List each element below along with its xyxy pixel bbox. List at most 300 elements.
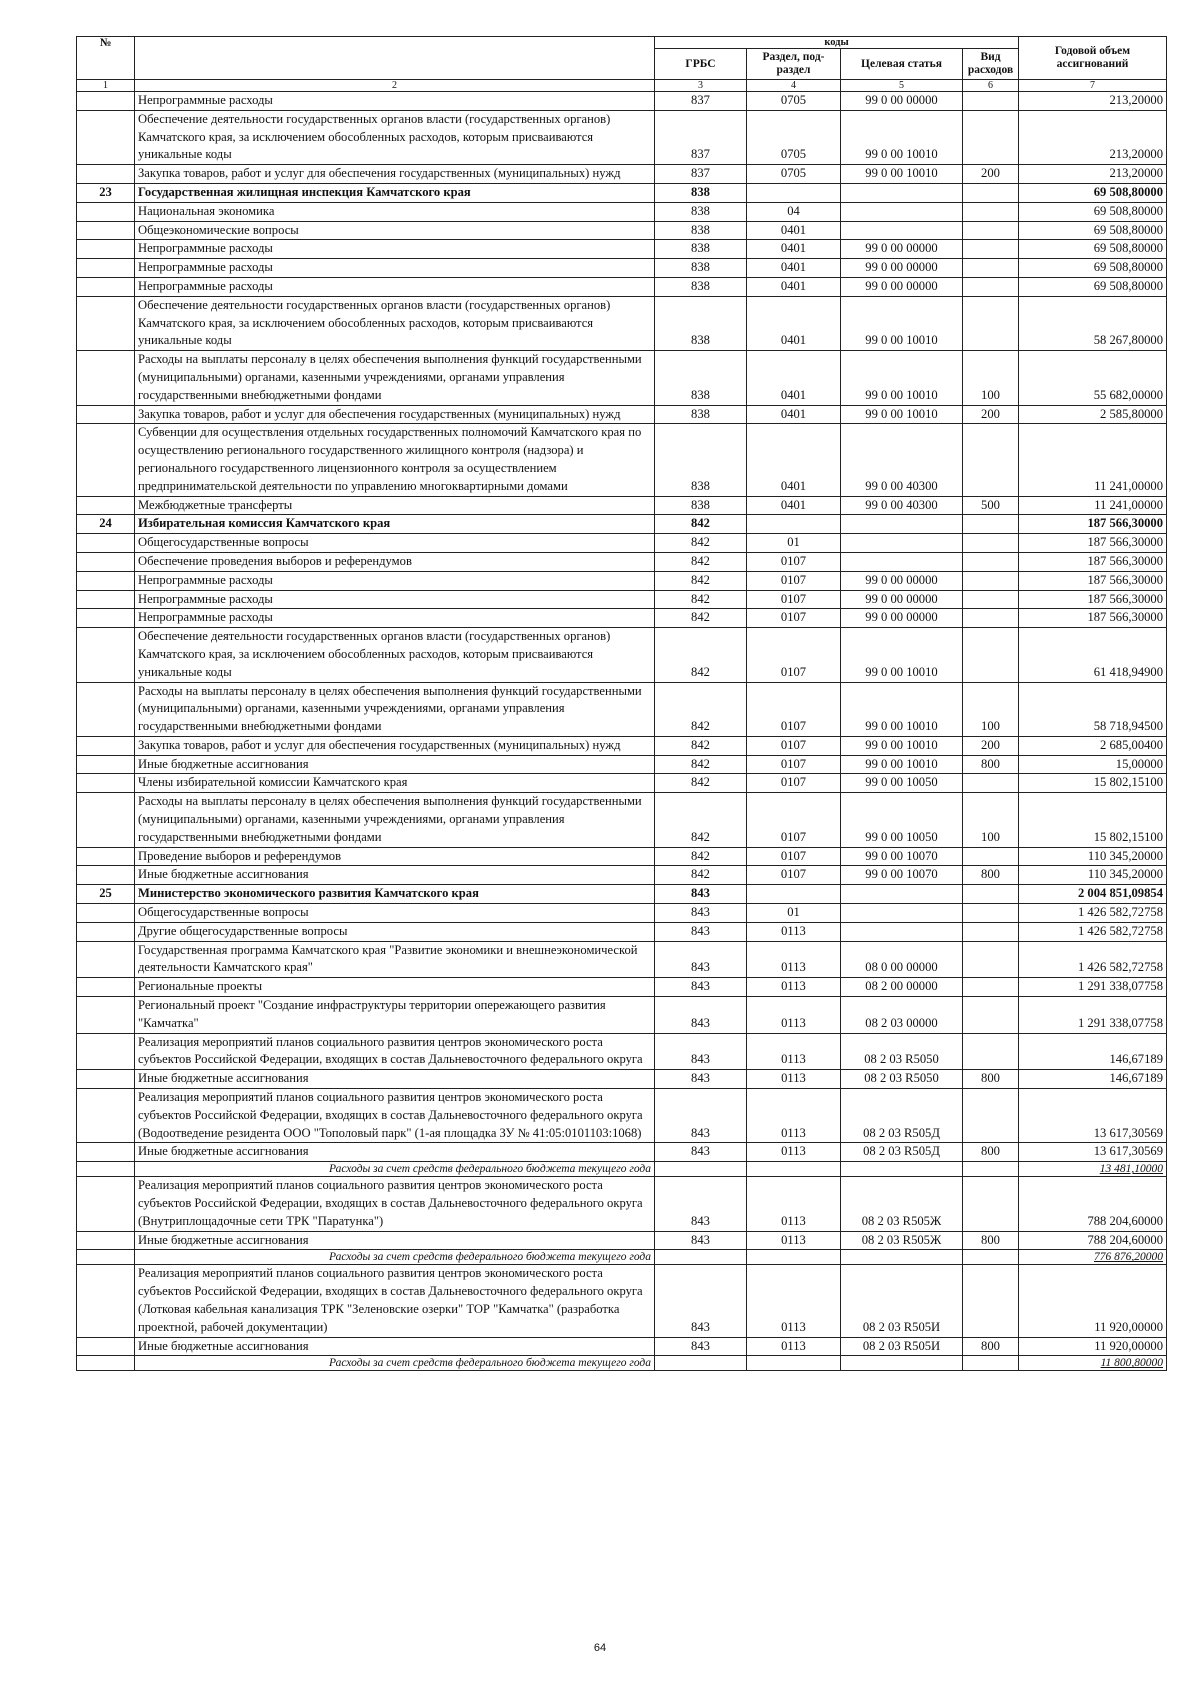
row-name: Национальная экономика — [135, 202, 655, 221]
row-name: Субвенции для осуществления отдельных государственных полномочий Камчатского края по осуществлению регионального государственного жилищного контроля (надзора) и регионального государственного лицензионного контроля за осуществлением предпринимательской деятельности по управлению многоквартирными домами — [135, 424, 655, 496]
row-section: 0113 — [747, 1033, 841, 1070]
row-amount: 58 718,94500 — [1019, 682, 1167, 736]
row-grbs: 842 — [655, 552, 747, 571]
row-amount: 2 004 851,09854 — [1019, 885, 1167, 904]
row-number — [77, 1089, 135, 1143]
colnum-4: 4 — [747, 80, 841, 92]
row-amount: 1 426 582,72758 — [1019, 922, 1167, 941]
row-type — [963, 240, 1019, 259]
row-type — [963, 1250, 1019, 1265]
row-type — [963, 110, 1019, 164]
row-name: Расходы на выплаты персоналу в целях обеспечения выполнения функций государственными (муниципальными) органами, казенными учреждениями, органами управления государственными внебюджетными фондами — [135, 793, 655, 847]
row-section: 0401 — [747, 277, 841, 296]
row-amount: 213,20000 — [1019, 165, 1167, 184]
row-number — [77, 755, 135, 774]
row-section: 0107 — [747, 552, 841, 571]
row-article — [841, 221, 963, 240]
row-number — [77, 978, 135, 997]
table-row — [77, 110, 1167, 164]
row-article: 08 2 03 00000 — [841, 997, 963, 1034]
row-number — [77, 351, 135, 405]
table-row — [77, 240, 1167, 259]
row-type: 100 — [963, 793, 1019, 847]
row-amount: 146,67189 — [1019, 1033, 1167, 1070]
row-section: 0113 — [747, 1143, 841, 1162]
row-grbs: 838 — [655, 405, 747, 424]
row-grbs: 843 — [655, 904, 747, 923]
row-grbs: 838 — [655, 221, 747, 240]
row-grbs: 838 — [655, 496, 747, 515]
table-row — [77, 424, 1167, 496]
row-section: 0107 — [747, 774, 841, 793]
row-type: 800 — [963, 1231, 1019, 1250]
row-article: 08 2 03 R505Д — [841, 1089, 963, 1143]
row-amount: 15 802,15100 — [1019, 793, 1167, 847]
row-article: 99 0 00 10010 — [841, 296, 963, 350]
row-name: Проведение выборов и референдумов — [135, 847, 655, 866]
row-name: Расходы на выплаты персоналу в целях обеспечения выполнения функций государственными (муниципальными) органами, казенными учреждениями, органами управления государственными внебюджетными фондами — [135, 351, 655, 405]
table-row — [77, 552, 1167, 571]
row-section: 0401 — [747, 496, 841, 515]
row-amount: 187 566,30000 — [1019, 571, 1167, 590]
page-number: 64 — [593, 1642, 607, 1654]
row-type — [963, 1356, 1019, 1371]
row-number — [77, 110, 135, 164]
row-section: 0113 — [747, 1337, 841, 1356]
row-section — [747, 183, 841, 202]
table-row — [77, 405, 1167, 424]
row-number — [77, 496, 135, 515]
row-number: 24 — [77, 515, 135, 534]
row-amount: 13 617,30569 — [1019, 1143, 1167, 1162]
header-volume: Годовой объем ассигнований — [1019, 37, 1167, 80]
column-number-row — [77, 80, 1167, 92]
table-row — [77, 997, 1167, 1034]
row-name: Обеспечение деятельности государственных органов власти (государственных органов) Камчатского края, за исключением обособленных расходов, которым присваиваются уникальные коды — [135, 628, 655, 682]
row-amount: 213,20000 — [1019, 110, 1167, 164]
table-row — [77, 571, 1167, 590]
table-row — [77, 92, 1167, 111]
row-grbs: 842 — [655, 866, 747, 885]
table-row — [77, 1162, 1167, 1177]
row-name: Иные бюджетные ассигнования — [135, 1231, 655, 1250]
row-name: Члены избирательной комиссии Камчатского края — [135, 774, 655, 793]
row-type — [963, 978, 1019, 997]
row-article — [841, 202, 963, 221]
row-name: Закупка товаров, работ и услуг для обеспечения государственных (муниципальных) нужд — [135, 736, 655, 755]
row-amount: 187 566,30000 — [1019, 515, 1167, 534]
row-section: 0113 — [747, 978, 841, 997]
row-article: 08 2 00 00000 — [841, 978, 963, 997]
row-grbs — [655, 1250, 747, 1265]
row-article: 08 0 00 00000 — [841, 941, 963, 978]
row-type — [963, 941, 1019, 978]
row-amount: 110 345,20000 — [1019, 866, 1167, 885]
row-number — [77, 774, 135, 793]
row-section: 0107 — [747, 793, 841, 847]
row-article: 99 0 00 00000 — [841, 92, 963, 111]
row-article: 08 2 03 R5050 — [841, 1070, 963, 1089]
table-row — [77, 1033, 1167, 1070]
row-section: 0107 — [747, 609, 841, 628]
row-amount: 187 566,30000 — [1019, 590, 1167, 609]
row-amount: 69 508,80000 — [1019, 259, 1167, 278]
table-row — [77, 978, 1167, 997]
row-number — [77, 1143, 135, 1162]
table-row — [77, 515, 1167, 534]
row-section: 0113 — [747, 1089, 841, 1143]
row-number — [77, 1356, 135, 1371]
row-grbs — [655, 1356, 747, 1371]
row-article — [841, 904, 963, 923]
row-amount: 11 241,00000 — [1019, 424, 1167, 496]
row-article: 08 2 03 R505И — [841, 1265, 963, 1337]
row-amount: 1 426 582,72758 — [1019, 941, 1167, 978]
row-number — [77, 628, 135, 682]
row-grbs: 837 — [655, 110, 747, 164]
row-name: Региональные проекты — [135, 978, 655, 997]
row-number — [77, 609, 135, 628]
row-amount: 1 426 582,72758 — [1019, 904, 1167, 923]
colnum-2: 2 — [135, 80, 655, 92]
header-section: Раздел, под-раздел — [747, 49, 841, 80]
row-number — [77, 296, 135, 350]
table-row — [77, 866, 1167, 885]
row-number — [77, 1177, 135, 1231]
row-grbs: 843 — [655, 1265, 747, 1337]
table-row — [77, 202, 1167, 221]
row-type: 800 — [963, 866, 1019, 885]
row-type — [963, 1162, 1019, 1177]
row-number — [77, 221, 135, 240]
row-section: 0401 — [747, 405, 841, 424]
table-row — [77, 609, 1167, 628]
row-article: 99 0 00 10010 — [841, 351, 963, 405]
row-type — [963, 259, 1019, 278]
row-number — [77, 277, 135, 296]
row-article — [841, 552, 963, 571]
row-name: Непрограммные расходы — [135, 92, 655, 111]
budget-sheet — [76, 36, 1166, 1371]
row-grbs: 843 — [655, 1089, 747, 1143]
row-amount: 187 566,30000 — [1019, 552, 1167, 571]
row-name: Реализация мероприятий планов социального развития центров экономического роста субъектов Российской Федерации, входящих в состав Дальневосточного федерального округа (Внутриплощадочные сети ТРК "Паратунка") — [135, 1177, 655, 1231]
colnum-7: 7 — [1019, 80, 1167, 92]
row-amount: 776 876,20000 — [1019, 1250, 1167, 1265]
row-name: Непрограммные расходы — [135, 590, 655, 609]
row-grbs: 843 — [655, 941, 747, 978]
row-grbs: 837 — [655, 92, 747, 111]
row-number — [77, 165, 135, 184]
row-name: Общеэкономические вопросы — [135, 221, 655, 240]
row-article: 08 2 03 R505Д — [841, 1143, 963, 1162]
row-name: Реализация мероприятий планов социального развития центров экономического роста субъектов Российской Федерации, входящих в состав Дальневосточного федерального округа — [135, 1033, 655, 1070]
row-article: 99 0 00 00000 — [841, 590, 963, 609]
row-article — [841, 1162, 963, 1177]
row-grbs: 842 — [655, 736, 747, 755]
row-number — [77, 92, 135, 111]
row-name: Закупка товаров, работ и услуг для обеспечения государственных (муниципальных) нужд — [135, 165, 655, 184]
row-name: Общегосударственные вопросы — [135, 904, 655, 923]
row-number — [77, 922, 135, 941]
row-name: Расходы за счет средств федерального бюджета текущего года — [135, 1162, 655, 1177]
row-name: Иные бюджетные ассигнования — [135, 1143, 655, 1162]
row-type: 800 — [963, 1337, 1019, 1356]
row-article: 08 2 03 R5050 — [841, 1033, 963, 1070]
row-number — [77, 1162, 135, 1177]
row-amount: 1 291 338,07758 — [1019, 997, 1167, 1034]
row-type — [963, 221, 1019, 240]
row-amount: 61 418,94900 — [1019, 628, 1167, 682]
row-amount: 187 566,30000 — [1019, 609, 1167, 628]
table-row — [77, 590, 1167, 609]
row-article: 99 0 00 10010 — [841, 165, 963, 184]
row-grbs: 842 — [655, 609, 747, 628]
row-name: Межбюджетные трансферты — [135, 496, 655, 515]
table-row — [77, 277, 1167, 296]
table-row — [77, 793, 1167, 847]
row-name: Расходы за счет средств федерального бюджета текущего года — [135, 1356, 655, 1371]
row-number — [77, 424, 135, 496]
row-amount: 15,00000 — [1019, 755, 1167, 774]
row-name: Расходы за счет средств федерального бюджета текущего года — [135, 1250, 655, 1265]
row-type: 200 — [963, 405, 1019, 424]
row-section: 0107 — [747, 571, 841, 590]
row-number: 23 — [77, 183, 135, 202]
row-number — [77, 571, 135, 590]
row-amount: 788 204,60000 — [1019, 1231, 1167, 1250]
row-grbs: 842 — [655, 847, 747, 866]
row-section: 0107 — [747, 847, 841, 866]
row-type — [963, 552, 1019, 571]
row-number — [77, 1231, 135, 1250]
row-amount: 146,67189 — [1019, 1070, 1167, 1089]
row-article: 99 0 00 10050 — [841, 793, 963, 847]
row-name: Непрограммные расходы — [135, 609, 655, 628]
row-number: 25 — [77, 885, 135, 904]
row-number — [77, 552, 135, 571]
row-article: 99 0 00 10010 — [841, 405, 963, 424]
row-amount: 13 617,30569 — [1019, 1089, 1167, 1143]
row-number — [77, 793, 135, 847]
row-amount: 55 682,00000 — [1019, 351, 1167, 405]
row-grbs: 842 — [655, 515, 747, 534]
row-number — [77, 866, 135, 885]
row-name: Реализация мероприятий планов социального развития центров экономического роста субъектов Российской Федерации, входящих в состав Дальневосточного федерального округа (Водоотведение резидента ООО "Тополовый парк" (1-ая площадка ЗУ № 41:05:0101103:1068) — [135, 1089, 655, 1143]
row-section: 0107 — [747, 628, 841, 682]
row-name: Обеспечение деятельности государственных органов власти (государственных органов) Камчатского края, за исключением обособленных расходов, которым присваиваются уникальные коды — [135, 296, 655, 350]
row-type — [963, 1265, 1019, 1337]
row-article: 99 0 00 40300 — [841, 424, 963, 496]
row-section: 0113 — [747, 941, 841, 978]
table-row — [77, 1231, 1167, 1250]
row-type — [963, 628, 1019, 682]
row-article — [841, 534, 963, 553]
table-row — [77, 1070, 1167, 1089]
row-number — [77, 997, 135, 1034]
row-type — [963, 571, 1019, 590]
table-row — [77, 885, 1167, 904]
row-grbs: 842 — [655, 755, 747, 774]
row-amount: 1 291 338,07758 — [1019, 978, 1167, 997]
row-article: 99 0 00 10070 — [841, 847, 963, 866]
row-type — [963, 92, 1019, 111]
table-row — [77, 736, 1167, 755]
row-article: 08 2 03 R505Ж — [841, 1231, 963, 1250]
table-row — [77, 682, 1167, 736]
row-article: 99 0 00 10010 — [841, 736, 963, 755]
row-grbs: 843 — [655, 1177, 747, 1231]
row-grbs: 843 — [655, 1143, 747, 1162]
row-amount: 69 508,80000 — [1019, 202, 1167, 221]
table-row — [77, 221, 1167, 240]
row-amount: 69 508,80000 — [1019, 221, 1167, 240]
row-grbs: 842 — [655, 682, 747, 736]
row-number — [77, 240, 135, 259]
row-article: 08 2 03 R505И — [841, 1337, 963, 1356]
row-section: 0401 — [747, 296, 841, 350]
table-row — [77, 296, 1167, 350]
row-amount: 213,20000 — [1019, 92, 1167, 111]
row-grbs — [655, 1162, 747, 1177]
row-type — [963, 534, 1019, 553]
row-section: 0113 — [747, 1070, 841, 1089]
row-amount: 11 800,80000 — [1019, 1356, 1167, 1371]
row-type — [963, 922, 1019, 941]
row-name: Непрограммные расходы — [135, 277, 655, 296]
colnum-5: 5 — [841, 80, 963, 92]
appropriations-table — [76, 36, 1167, 1371]
row-amount: 15 802,15100 — [1019, 774, 1167, 793]
row-type — [963, 997, 1019, 1034]
row-section — [747, 515, 841, 534]
row-type — [963, 774, 1019, 793]
table-row — [77, 534, 1167, 553]
row-amount: 2 685,00400 — [1019, 736, 1167, 755]
table-row — [77, 1177, 1167, 1231]
row-name: Министерство экономического развития Камчатского края — [135, 885, 655, 904]
header-grbs: ГРБС — [655, 49, 747, 80]
row-type — [963, 609, 1019, 628]
row-grbs: 842 — [655, 534, 747, 553]
row-grbs: 837 — [655, 165, 747, 184]
row-number — [77, 534, 135, 553]
row-amount: 11 241,00000 — [1019, 496, 1167, 515]
row-name: Реализация мероприятий планов социального развития центров экономического роста субъектов Российской Федерации, входящих в состав Дальневосточного федерального округа (Лотковая кабельная канализация ТРК "Зеленовские озерки" ТОР "Камчатка" (разработка проектной, рабочей документации) — [135, 1265, 655, 1337]
row-article — [841, 1250, 963, 1265]
table-row — [77, 259, 1167, 278]
row-number — [77, 202, 135, 221]
row-type — [963, 202, 1019, 221]
row-number — [77, 259, 135, 278]
row-section — [747, 1162, 841, 1177]
row-type: 800 — [963, 1070, 1019, 1089]
row-section: 0705 — [747, 110, 841, 164]
row-section: 0705 — [747, 165, 841, 184]
row-name: Расходы на выплаты персоналу в целях обеспечения выполнения функций государственными (муниципальными) органами, казенными учреждениями, органами управления государственными внебюджетными фондами — [135, 682, 655, 736]
table-row — [77, 1337, 1167, 1356]
row-section: 01 — [747, 534, 841, 553]
row-grbs: 842 — [655, 571, 747, 590]
row-type: 200 — [963, 165, 1019, 184]
row-grbs: 842 — [655, 590, 747, 609]
row-name: Избирательная комиссия Камчатского края — [135, 515, 655, 534]
header-codes: коды — [655, 37, 1019, 49]
row-section: 0113 — [747, 1265, 841, 1337]
row-grbs: 843 — [655, 885, 747, 904]
row-section: 01 — [747, 904, 841, 923]
row-type — [963, 590, 1019, 609]
row-name: Обеспечение проведения выборов и референдумов — [135, 552, 655, 571]
row-article — [841, 922, 963, 941]
table-row — [77, 1356, 1167, 1371]
row-name: Государственная жилищная инспекция Камчатского края — [135, 183, 655, 202]
row-article — [841, 885, 963, 904]
row-article: 99 0 00 10050 — [841, 774, 963, 793]
table-row — [77, 183, 1167, 202]
row-amount: 58 267,80000 — [1019, 296, 1167, 350]
row-grbs: 838 — [655, 202, 747, 221]
table-row — [77, 755, 1167, 774]
row-type — [963, 515, 1019, 534]
row-number — [77, 405, 135, 424]
row-type: 100 — [963, 682, 1019, 736]
row-type — [963, 277, 1019, 296]
table-row — [77, 1265, 1167, 1337]
row-amount: 11 920,00000 — [1019, 1265, 1167, 1337]
row-amount: 69 508,80000 — [1019, 183, 1167, 202]
row-section: 0113 — [747, 1231, 841, 1250]
row-section: 0401 — [747, 221, 841, 240]
table-body — [77, 92, 1167, 1371]
row-section: 04 — [747, 202, 841, 221]
row-article: 99 0 00 00000 — [841, 259, 963, 278]
row-article — [841, 515, 963, 534]
header-type: Вид расходов — [963, 49, 1019, 80]
row-name: Иные бюджетные ассигнования — [135, 755, 655, 774]
table-row — [77, 628, 1167, 682]
header-name — [135, 37, 655, 80]
header-num: № — [77, 37, 135, 80]
row-article: 99 0 00 10070 — [841, 866, 963, 885]
row-type — [963, 424, 1019, 496]
row-section: 0705 — [747, 92, 841, 111]
row-grbs: 843 — [655, 1070, 747, 1089]
row-article — [841, 1356, 963, 1371]
colnum-3: 3 — [655, 80, 747, 92]
row-article — [841, 183, 963, 202]
row-name: Непрограммные расходы — [135, 259, 655, 278]
row-grbs: 843 — [655, 922, 747, 941]
row-type: 200 — [963, 736, 1019, 755]
row-number — [77, 1033, 135, 1070]
row-grbs: 838 — [655, 259, 747, 278]
table-row — [77, 847, 1167, 866]
row-article: 99 0 00 10010 — [841, 628, 963, 682]
table-row — [77, 774, 1167, 793]
row-section — [747, 1250, 841, 1265]
row-section: 0107 — [747, 590, 841, 609]
row-name: Региональный проект "Создание инфраструктуры территории опережающего развития "Камчатка" — [135, 997, 655, 1034]
row-number — [77, 1250, 135, 1265]
row-number — [77, 736, 135, 755]
colnum-6: 6 — [963, 80, 1019, 92]
row-type — [963, 904, 1019, 923]
row-type — [963, 1089, 1019, 1143]
row-grbs: 843 — [655, 1231, 747, 1250]
row-section: 0113 — [747, 1177, 841, 1231]
row-section: 0107 — [747, 755, 841, 774]
